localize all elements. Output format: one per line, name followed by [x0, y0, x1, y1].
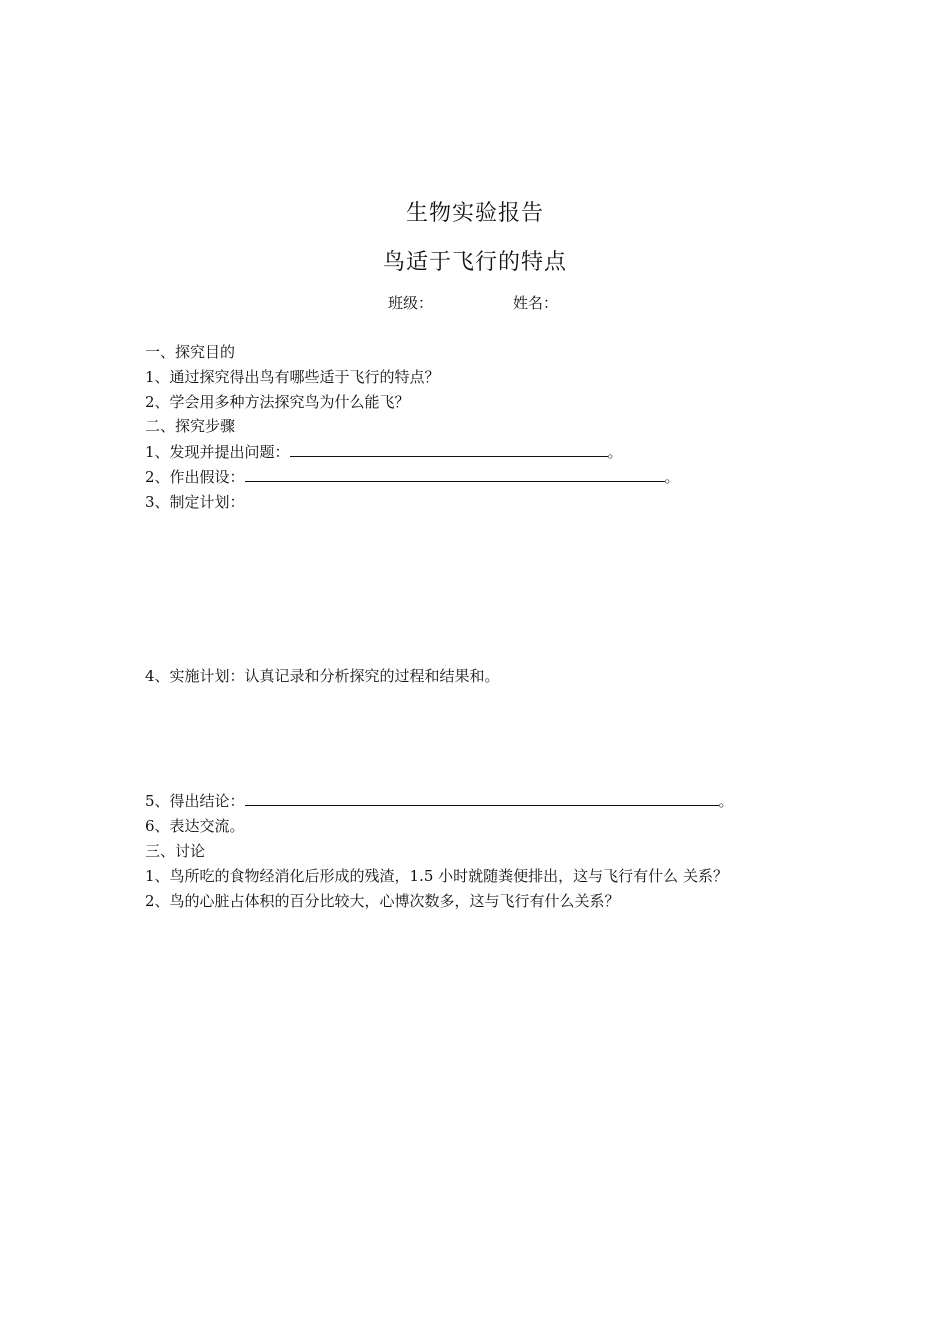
step-conclusion-label: 5、得出结论： [145, 792, 245, 810]
step-ask-question [145, 442, 623, 462]
step-end-mark: 。 [718, 792, 734, 810]
discussion-item: 2、鸟的心脏占体积的百分比较大，心博次数多，这与飞行有什么关系？ [145, 892, 620, 910]
step-hypothesis [145, 467, 680, 487]
name-label: 姓名： [513, 294, 559, 312]
step-communicate: 6、表达交流。 [145, 817, 245, 835]
section-heading-purpose: 一、探究目的 [145, 343, 236, 361]
report-title: 生物实验报告 [405, 201, 544, 226]
discussion-item: 1、鸟所吃的食物经消化后形成的残渣，1.5 小时就随粪便排出，这与飞行有什么 关系？ [145, 867, 728, 885]
class-label: 班级： [388, 294, 434, 312]
question-blank-line[interactable] [290, 442, 608, 457]
step-implement: 4、实施计划：认真记录和分析探究的过程和结果和。 [145, 667, 500, 685]
step-ask-question-label: 1、发现并提出问题： [145, 443, 290, 461]
step-end-mark: 。 [607, 443, 623, 461]
purpose-item: 2、学会用多种方法探究鸟为什么能飞？ [145, 393, 410, 411]
step-plan: 3、制定计划： [145, 493, 245, 511]
step-conclusion [145, 791, 734, 811]
section-heading-discussion: 三、讨论 [145, 842, 206, 860]
step-hypothesis-label: 2、作出假设： [145, 468, 245, 486]
purpose-item: 1、通过探究得出鸟有哪些适于飞行的特点？ [145, 368, 440, 386]
hypothesis-blank-line[interactable] [245, 467, 665, 482]
conclusion-blank-line[interactable] [245, 791, 719, 806]
report-subtitle: 鸟适于飞行的特点 [382, 250, 567, 275]
section-heading-steps: 二、探究步骤 [145, 417, 236, 435]
step-end-mark: 。 [664, 468, 680, 486]
